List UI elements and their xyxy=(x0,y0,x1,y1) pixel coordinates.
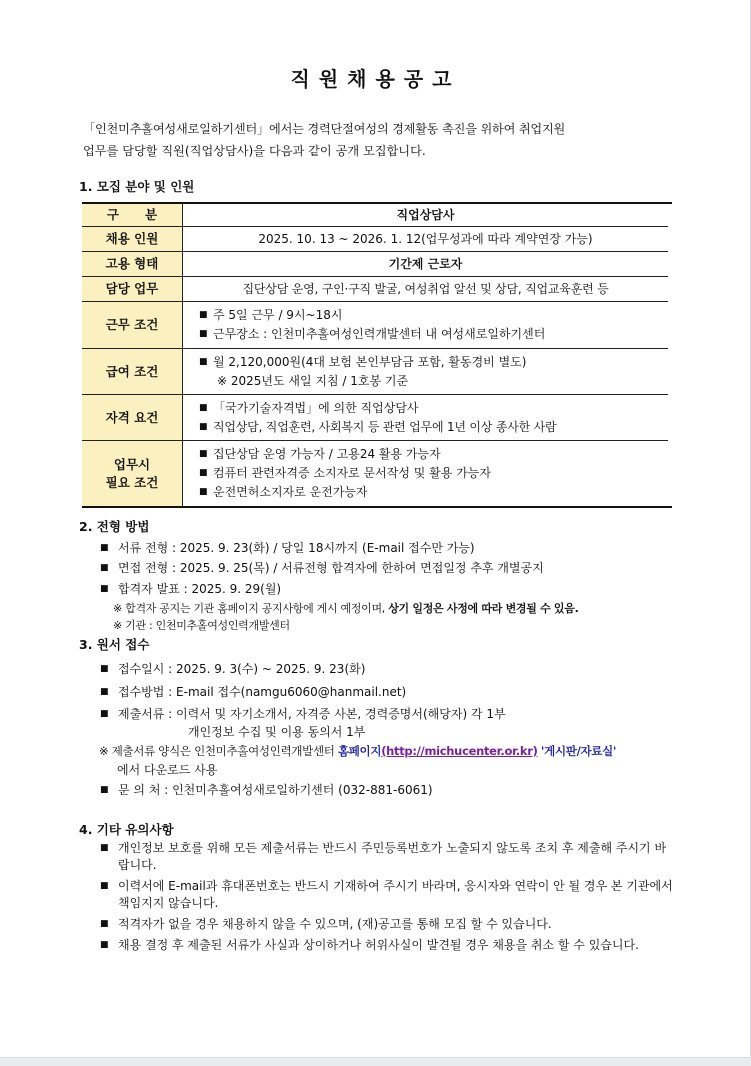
list-item: ■ 접수일시 : 2025. 9. 3(수) ~ 2025. 9. 23(화) xyxy=(100,662,366,676)
square-bullet-icon: ■ xyxy=(199,356,208,367)
announcement-note: ※ 합격자 공지는 기관 홈페이지 공지사항에 게시 예정이며, 상기 일정은 사정에 따라 변경될 수 있음. xyxy=(113,602,579,615)
intro-line-1: 「인천미추홀여성새로일하기센터」에서는 경력단절여성의 경제활동 촉진을 위하여 취업지원 xyxy=(83,122,566,136)
square-bullet-icon: ■ xyxy=(100,584,109,594)
square-bullet-icon: ■ xyxy=(100,881,109,891)
institution-note: ※ 기관 : 인천미추홀여성인력개발센터 xyxy=(113,619,290,632)
row-value xyxy=(183,441,668,506)
row-value xyxy=(183,302,668,348)
square-bullet-icon: ■ xyxy=(100,919,109,929)
table-row xyxy=(82,395,668,441)
list-item: ■ 합격자 발표 : 2025. 9. 29(월) xyxy=(100,582,282,596)
square-bullet-icon: ■ xyxy=(199,468,208,478)
table-row xyxy=(82,441,668,506)
board-link[interactable]: '게시판/자료실' xyxy=(540,744,617,758)
section-1-heading: 1. 모집 분야 및 인원 xyxy=(79,179,195,194)
documents-continued: 개인정보 수집 및 이용 동의서 1부 xyxy=(188,725,366,739)
list-item: ■ 면접 전형 : 2025. 9. 25(목) / 서류전형 합격자에 한하여 면접일정 추후 개별공지 xyxy=(100,561,544,575)
bullet-line: ■ 근무장소 : 인천미추홀여성인력개발센터 내 여성새로일하기센터 xyxy=(199,325,668,344)
square-bullet-icon: ■ xyxy=(100,709,109,719)
homepage-url-link[interactable]: (http://michucenter.or.kr) xyxy=(381,744,538,758)
row-label: 구 분 xyxy=(82,204,183,226)
homepage-link[interactable]: 홈페이지 xyxy=(337,744,382,758)
row-value xyxy=(183,277,668,301)
bullet-line: ■ 주 5일 근무 / 9시~18시 xyxy=(199,306,668,325)
square-bullet-icon: ■ xyxy=(100,687,109,697)
bullet-line: ■ 월 2,120,000원(4대 보험 본인부담금 포함, 활동경비 별도) xyxy=(199,353,668,372)
row-label: 채용 인원 xyxy=(82,227,183,251)
table-row xyxy=(82,277,668,302)
table-row xyxy=(82,227,668,252)
row-label: 고용 형태 xyxy=(82,252,183,276)
list-item: ■ 접수방법 : E-mail 접수(namgu6060@hanmail.net) xyxy=(100,685,407,699)
square-bullet-icon: ■ xyxy=(199,402,208,413)
row-label: 근무 조건 xyxy=(82,302,183,348)
table-row xyxy=(82,252,668,277)
list-item: ■ 개인정보 보호를 위해 모든 제출서류는 반드시 주민등록번호가 노출되지 않도록 조치 후 제출해 주시기 바랍니다. xyxy=(100,841,667,872)
row-value-text: 2025. 10. 13 ~ 2026. 1. 12(업무성과에 따라 계약연장 가능) xyxy=(258,231,593,246)
list-item: ■ 채용 결정 후 제출된 서류가 사실과 상이하거나 허위사실이 발견될 경우 채용을 취소 할 수 있습니다. xyxy=(100,938,639,952)
row-label: 업무시 필요 조건 xyxy=(82,441,183,506)
bullet-line: ■ 운전면허소지자로 운전가능자 xyxy=(199,483,668,502)
section-3-heading: 3. 원서 접수 xyxy=(79,637,150,652)
square-bullet-icon: ■ xyxy=(199,421,208,432)
square-bullet-icon: ■ xyxy=(100,785,109,795)
bullet-line: ■ 집단상담 운영 가능자 / 고용24 활용 가능자 xyxy=(199,445,668,464)
table-row xyxy=(82,204,668,227)
row-value xyxy=(183,252,668,276)
bullet-line: ■ 컴퓨터 관련자격증 소지자로 문서작성 및 활용 가능자 xyxy=(199,464,668,483)
row-value xyxy=(183,204,668,226)
square-bullet-icon: ■ xyxy=(100,843,109,853)
square-bullet-icon: ■ xyxy=(199,449,208,459)
forms-note-continued: 에서 다운로드 사용 xyxy=(117,763,218,777)
intro-line-2: 업무를 담당할 직원(직업상담사)을 다음과 같이 공개 모집합니다. xyxy=(83,144,426,158)
square-bullet-icon: ■ xyxy=(199,310,208,320)
table-row xyxy=(82,302,668,349)
row-value xyxy=(183,395,668,440)
sub-note: ※ 2025년도 새일 지침 / 1호봉 기준 xyxy=(217,373,409,388)
row-value-text: 기간제 근로자 xyxy=(388,256,463,271)
recruitment-table xyxy=(82,202,672,508)
square-bullet-icon: ■ xyxy=(199,329,208,339)
square-bullet-icon: ■ xyxy=(100,664,109,674)
list-item: ■ 문 의 처 : 인천미추홀여성새로일하기센터 (032-881-6061) xyxy=(100,783,433,797)
row-label: 급여 조건 xyxy=(82,349,183,394)
row-value-text: 직업상담사 xyxy=(396,207,455,222)
schedule-change-note: 상기 일정은 사정에 따라 변경될 수 있음. xyxy=(388,602,579,615)
row-value xyxy=(183,349,668,394)
section-4-heading: 4. 기타 유의사항 xyxy=(79,822,174,837)
square-bullet-icon: ■ xyxy=(199,487,208,497)
bullet-line: ■ 직업상담, 직업훈련, 사회복지 등 관련 업무에 1년 이상 종사한 사람 xyxy=(199,418,668,437)
document-title: 직원채용공고 xyxy=(290,67,461,91)
list-item: ■ 서류 전형 : 2025. 9. 23(화) / 당일 18시까지 (E-mail 접수만 가능) xyxy=(100,541,475,555)
forms-note: ※ 제출서류 양식은 인천미추홀여성인력개발센터 홈페이지(http://michucenter.or.kr) '게시판/자료실' xyxy=(99,744,617,758)
list-item: ■ 적격자가 없을 경우 채용하지 않을 수 있으며, (재)공고를 통해 모집 할 수 있습니다. xyxy=(100,917,552,931)
row-value-text: 집단상담 운영, 구인·구직 발굴, 여성취업 알선 및 상담, 직업교육훈련 등 xyxy=(242,281,609,296)
row-label: 자격 요건 xyxy=(82,395,183,440)
list-item: ■ 제출서류 : 이력서 및 자기소개서, 자격증 사본, 경력증명서(해당자) 각 1부 xyxy=(100,707,506,721)
row-value xyxy=(183,227,668,251)
section-2-heading: 2. 전형 방법 xyxy=(79,519,150,534)
row-label: 담당 업무 xyxy=(82,277,183,301)
square-bullet-icon: ■ xyxy=(100,563,109,573)
table-row xyxy=(82,349,668,395)
square-bullet-icon: ■ xyxy=(100,543,109,553)
square-bullet-icon: ■ xyxy=(100,940,109,950)
bullet-line: ■ 「국가기술자격법」에 의한 직업상담사 xyxy=(199,399,668,418)
list-item: ■ 이력서에 E-mail과 휴대폰번호는 반드시 기재하여 주시기 바라며, 응시자와 연락이 안 될 경우 본 기관에서 책임지지 않습니다. xyxy=(100,879,673,910)
